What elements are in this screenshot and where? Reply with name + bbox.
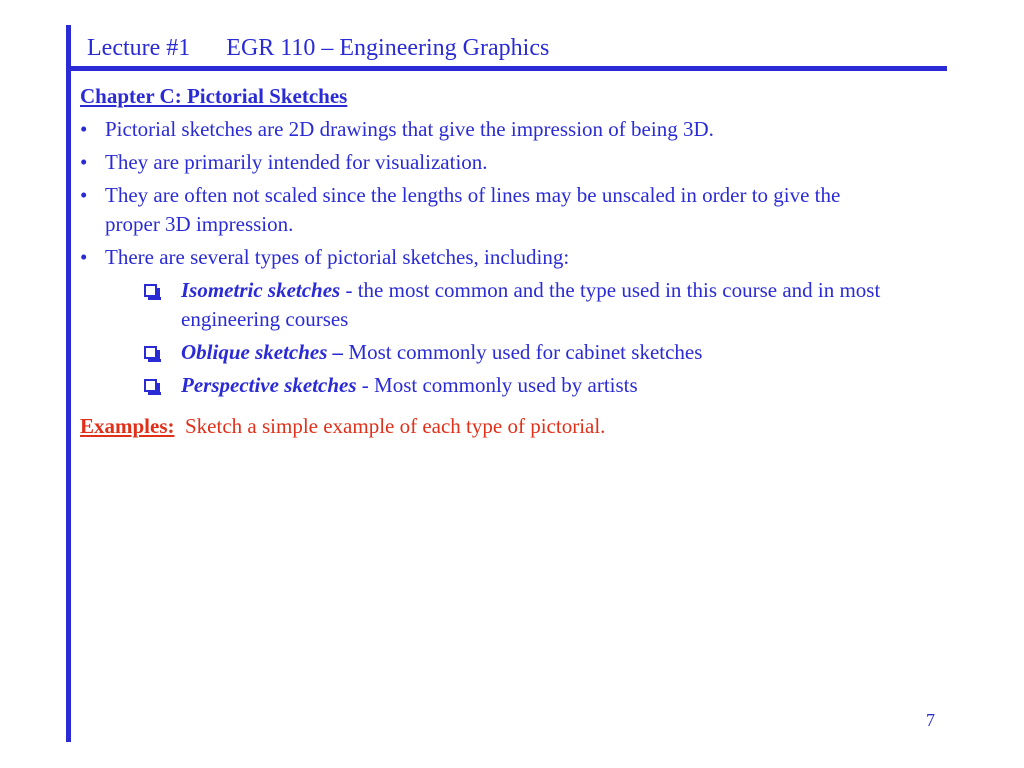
- sub-item-perspective: [80, 371, 900, 400]
- bullet-item: [80, 148, 900, 177]
- sub-item-term: Isometric sketches: [181, 278, 341, 302]
- slide-content: [80, 82, 900, 441]
- sub-item-isometric: [80, 276, 900, 334]
- sub-item-desc: - Most commonly used by artists: [356, 373, 638, 397]
- bullet-dot: •: [80, 183, 88, 207]
- examples-label: Examples:: [80, 414, 175, 438]
- sub-item-desc: - the most common and the type used in this course and in most engineering courses: [181, 278, 881, 331]
- left-accent-bar: [66, 25, 71, 742]
- course-title: EGR 110 – Engineering Graphics: [226, 35, 550, 61]
- examples-text: Sketch a simple example of each type of pictorial.: [185, 414, 606, 438]
- bullet-text: There are several types of pictorial sketches, including:: [105, 245, 570, 269]
- bullet-text: They are often not scaled since the lengths of lines may be unscaled in order to give the proper 3D impression.: [105, 183, 841, 236]
- page-number: 7: [926, 710, 935, 730]
- lecture-number: Lecture #1: [87, 35, 191, 61]
- checkbox-bullet-icon: [144, 284, 157, 297]
- checkbox-bullet-icon: [144, 379, 157, 392]
- sub-item-desc: Most commonly used for cabinet sketches: [343, 340, 703, 364]
- examples-line: [80, 412, 900, 441]
- sub-item-term: Perspective sketches: [181, 373, 357, 397]
- bullet-dot: •: [80, 150, 88, 174]
- checkbox-bullet-icon: [144, 346, 157, 359]
- slide-title: [87, 34, 549, 62]
- bullet-text: Pictorial sketches are 2D drawings that give the impression of being 3D.: [105, 117, 714, 141]
- bullet-dot: •: [80, 245, 88, 269]
- bullet-dot: •: [80, 117, 88, 141]
- title-underline-bar: [66, 66, 947, 71]
- sub-item-oblique: [80, 338, 900, 367]
- bullet-item: [80, 181, 900, 239]
- sub-item-term: Oblique sketches –: [181, 340, 344, 364]
- bullet-text: They are primarily intended for visualization.: [105, 150, 488, 174]
- bullet-item: [80, 115, 900, 144]
- chapter-heading: Chapter C: Pictorial Sketches: [80, 84, 348, 108]
- bullet-item: [80, 243, 900, 272]
